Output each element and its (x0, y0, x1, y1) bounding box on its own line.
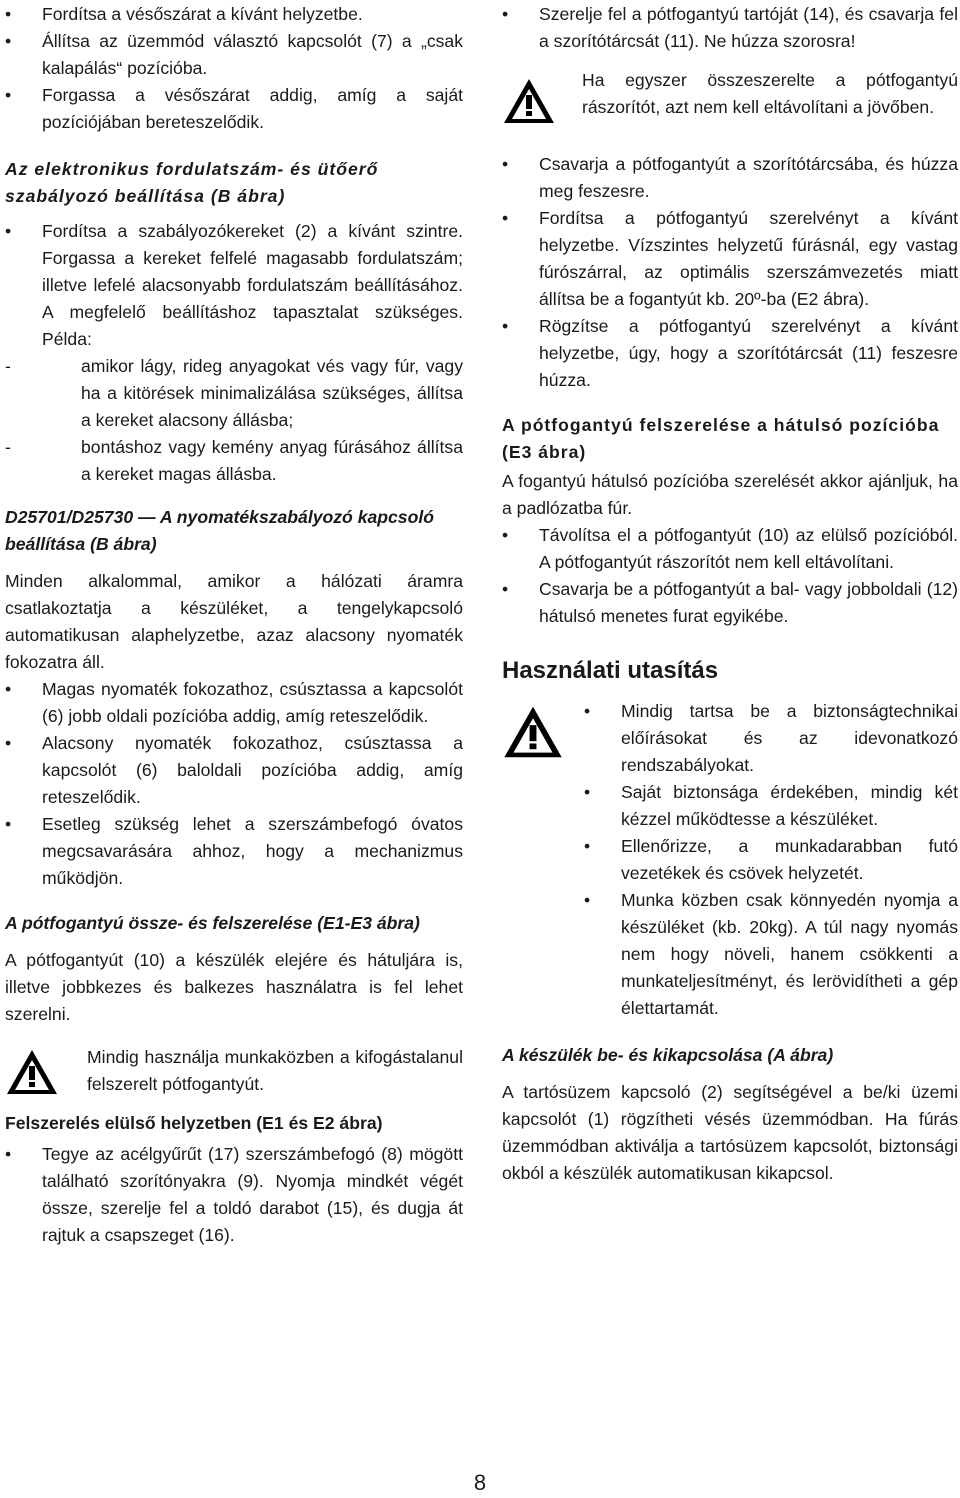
list-item: • Állítsa az üzemmód választó kapcsolót (7) a „csak kalapálás“ pozícióba. (5, 28, 463, 82)
list-item: • Tegye az acélgyűrűt (17) szerszámbefogó (8) mögött található szorítónyakra (9). Nyomja mindkét végét össze, szerelje fel a toldó darabot (15), és dugja át rajtuk a csapszeget (16). (5, 1141, 463, 1249)
list-item: • Magas nyomaték fokozathoz, csúsztassa a kapcsolót (6) jobb oldali pozícióba addig, amíg reteszelődik. (5, 676, 463, 730)
right-column (502, 0, 958, 1187)
switch-paragraph: A tartósüzem kapcsoló (2) segítségével a be/ki üzemi kapcsolót (1) rögzítheti vésés üzemmódban. Ha fúrás üzemmódban aktiválja a tartósüzem kapcsolót, biztonsági okból a készülék automatikusan kikapcsol. (502, 1082, 958, 1183)
dash-item: - bontáshoz vagy kemény anyag fúrásához állítsa a kereket magas állásba. (5, 434, 463, 488)
page-number: 8 (473, 1470, 487, 1495)
list-item: • Rögzítse a pótfogantyú szerelvényt a kívánt helyzetbe, úgy, hogy a szorítótárcsát (11) feszesre húzza. (502, 313, 958, 394)
warning-triangle-icon (502, 77, 556, 125)
warning-block (5, 1044, 463, 1098)
list-item: • Esetleg szükség lehet a szerszámbefogó óvatos megcsavarására ahhoz, hogy a mechanizmus működjön. (5, 811, 463, 892)
list-item: • Forgassa a vésőszárat addig, amíg a saját pozíciójában bereteszelődik. (5, 82, 463, 136)
speed-heading: Az elektronikus fordulatszám- és ütőerő szabályozó beállítása (B ábra) (5, 159, 379, 206)
rear-paragraph: A fogantyú hátulsó pozícióba szerelését akkor ajánljuk, ha a padlózatba fúr. (502, 471, 958, 518)
handle-paragraph: A pótfogantyút (10) a készülék elejére és hátuljára is, illetve jobbkezes és balkezes használatra is fel lehet szerelni. (5, 950, 463, 1024)
usage-heading: Használati utasítás (502, 657, 719, 684)
warning-block (502, 67, 958, 137)
left-column (5, 0, 463, 1249)
front-heading: Felszerelés elülső helyzetben (E1 és E2 ábra) (5, 1113, 383, 1133)
rear-heading: A pótfogantyú felszerelése a hátulsó pozícióba (E3 ábra) (502, 415, 940, 462)
list-item: • Csavarja a pótfogantyút a szorítótárcsába, és húzza meg feszesre. (502, 151, 958, 205)
torque-paragraph: Minden alkalommal, amikor a hálózati áramra csatlakoztatja a készüléket, a tengelykapcsoló automatikusan alaphelyzetbe, azaz alacsony nyomaték fokozatra áll. (5, 571, 463, 672)
list-item: • Távolítsa el a pótfogantyút (10) az elülső pozícióból. A pótfogantyút rászorítót nem kell eltávolítani. (502, 522, 958, 576)
usage-list (502, 698, 958, 1022)
dash-item: - amikor lágy, rideg anyagokat vés vagy fúr, vagy ha a kitörések minimalizálása szükséges, állítsa a kereket alacsony állásba; (5, 353, 463, 434)
list-item: • Fordítsa a vésőszárat a kívánt helyzetbe. (5, 1, 463, 28)
switch-heading: A készülék be- és kikapcsolása (A ábra) (502, 1045, 834, 1065)
list-item: • Saját biztonsága érdekében, mindig két kézzel működtesse a készüléket. (584, 779, 958, 833)
list-item: • Munka közben csak könnyedén nyomja a készüléket (kb. 20kg). A túl nagy nyomás nem hogy növeli, hanem csökkenti a munkateljesítményt, és lerövidítheti a gép élettartamát. (584, 887, 958, 1022)
list-item: • Fordítsa a pótfogantyú szerelvényt a kívánt helyzetbe. Vízszintes helyzetű fúrásnál, egy vastag fúrószárral, az optimális szerszámvezetés miatt állítsa be a fogantyút kb. 20º-ba (E2 ábra). (502, 205, 958, 313)
list-item: • Mindig tartsa be a biztonságtechnikai előírásokat és az idevonatkozó rendszabályokat. (584, 698, 958, 779)
warning-triangle-icon (502, 704, 564, 760)
warning-block (502, 698, 958, 1022)
list-item: • Fordítsa a szabályozókereket (2) a kívánt szintre. Forgassa a kereket felfelé magasabb fordulatszám; illetve lefelé alacsonyabb fordulatszám beállításához. A megfelelő beállításhoz tapasztalat szükséges. Példa: (5, 218, 463, 353)
handle-heading: A pótfogantyú össze- és felszerelése (E1-E3 ábra) (5, 913, 420, 933)
list-item: • Ellenőrizze, a munkadarabban futó vezetékek és csövek helyzetét. (584, 833, 958, 887)
list-item: • Alacsony nyomaték fokozathoz, csúsztassa a kapcsolót (6) baloldali pozícióba addig, amíg reteszelődik. (5, 730, 463, 811)
warning-text: Mindig használja munkaközben a kifogástalanul felszerelt pótfogantyút. (87, 1047, 463, 1094)
warning-triangle-icon (5, 1048, 59, 1096)
list-item: • Csavarja be a pótfogantyút a bal- vagy jobboldali (12) hátulsó menetes furat egyikébe. (502, 576, 958, 630)
list-item: • Szerelje fel a pótfogantyú tartóját (14), és csavarja fel a szorítótárcsát (11). Ne húzza szorosra! (502, 1, 958, 55)
torque-heading: D25701/D25730 — A nyomatékszabályozó kapcsoló beállítása (B ábra) (5, 507, 434, 554)
warning-text: Ha egyszer összeszerelte a pótfogantyú rászorítót, azt nem kell eltávolítani a jövőben. (582, 70, 958, 117)
